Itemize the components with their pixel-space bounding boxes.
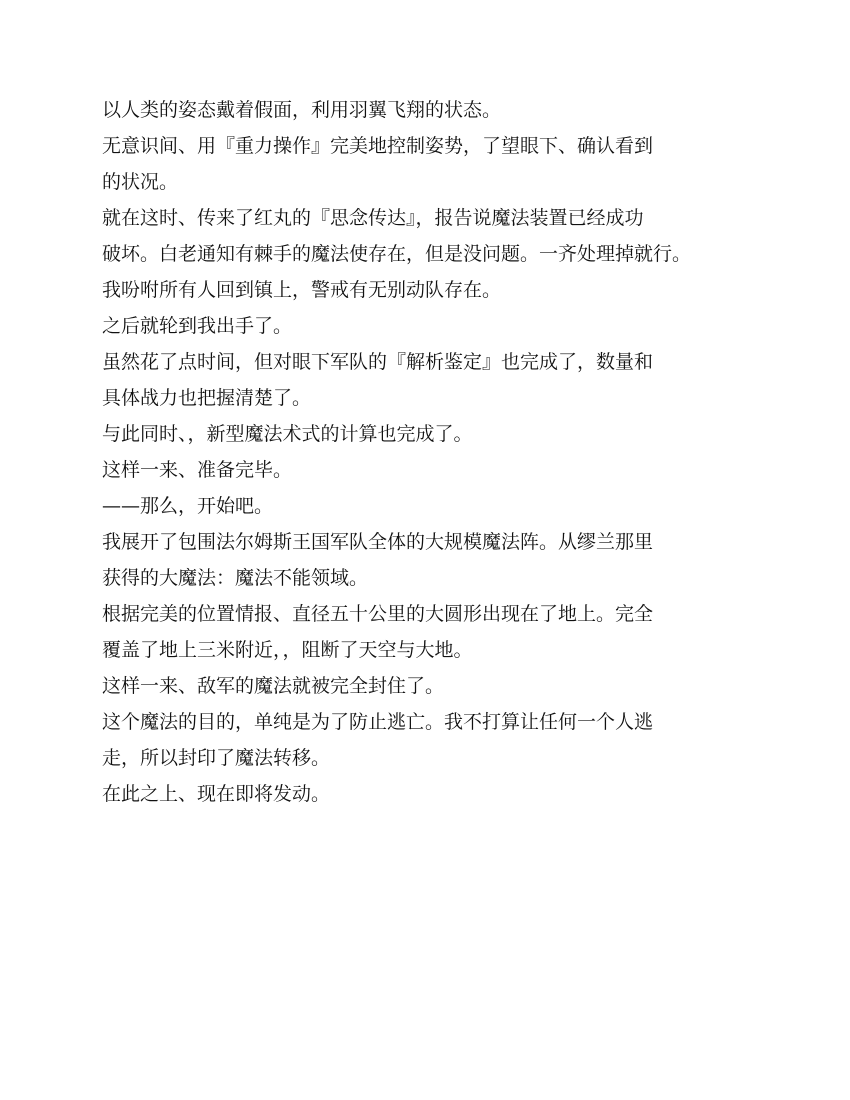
text-line: 的状况。: [102, 171, 179, 193]
text-line: 走，所以封印了魔法转移。: [102, 747, 331, 769]
text-line: 这样一来、准备完毕。: [102, 459, 293, 481]
text-line: 就在这时、传来了红丸的『思念传达』，报告说魔法装置已经成功: [102, 207, 644, 229]
text-line: 获得的大魔法：魔法不能领域。: [102, 567, 369, 589]
text-line: 在此之上、现在即将发动。: [102, 783, 331, 805]
text-line: 之后就轮到我出手了。: [102, 315, 293, 337]
text-line: 我吩咐所有人回到镇上，警戒有无别动队存在。: [102, 279, 502, 301]
text-line: 具体战力也把握清楚了。: [102, 387, 312, 409]
text-line: ——那么，开始吧。: [102, 495, 274, 517]
document-text-body: [102, 92, 762, 812]
text-line: 以人类的姿态戴着假面，利用羽翼飞翔的状态。: [102, 99, 502, 121]
text-line: 与此同时、，新型魔法术式的计算也完成了。: [102, 423, 473, 445]
text-line: 无意识间、用『重力操作』完美地控制姿势，了望眼下、确认看到: [102, 135, 654, 157]
text-line: 根据完美的位置情报、直径五十公里的大圆形出现在了地上。完全: [102, 603, 654, 625]
text-line: 破坏。白老通知有棘手的魔法使存在，但是没问题。一齐处理掉就行。: [102, 243, 692, 265]
text-line: 这个魔法的目的，单纯是为了防止逃亡。我不打算让任何一个人逃: [102, 711, 654, 733]
text-line: 虽然花了点时间，但对眼下军队的『解析鉴定』也完成了，数量和: [102, 351, 654, 373]
text-line: 覆盖了地上三米附近，，阻断了天空与大地。: [102, 639, 473, 661]
text-line: 这样一来、敌军的魔法就被完全封住了。: [102, 675, 445, 697]
text-line: 我展开了包围法尔姆斯王国军队全体的大规模魔法阵。从缪兰那里: [102, 531, 654, 553]
